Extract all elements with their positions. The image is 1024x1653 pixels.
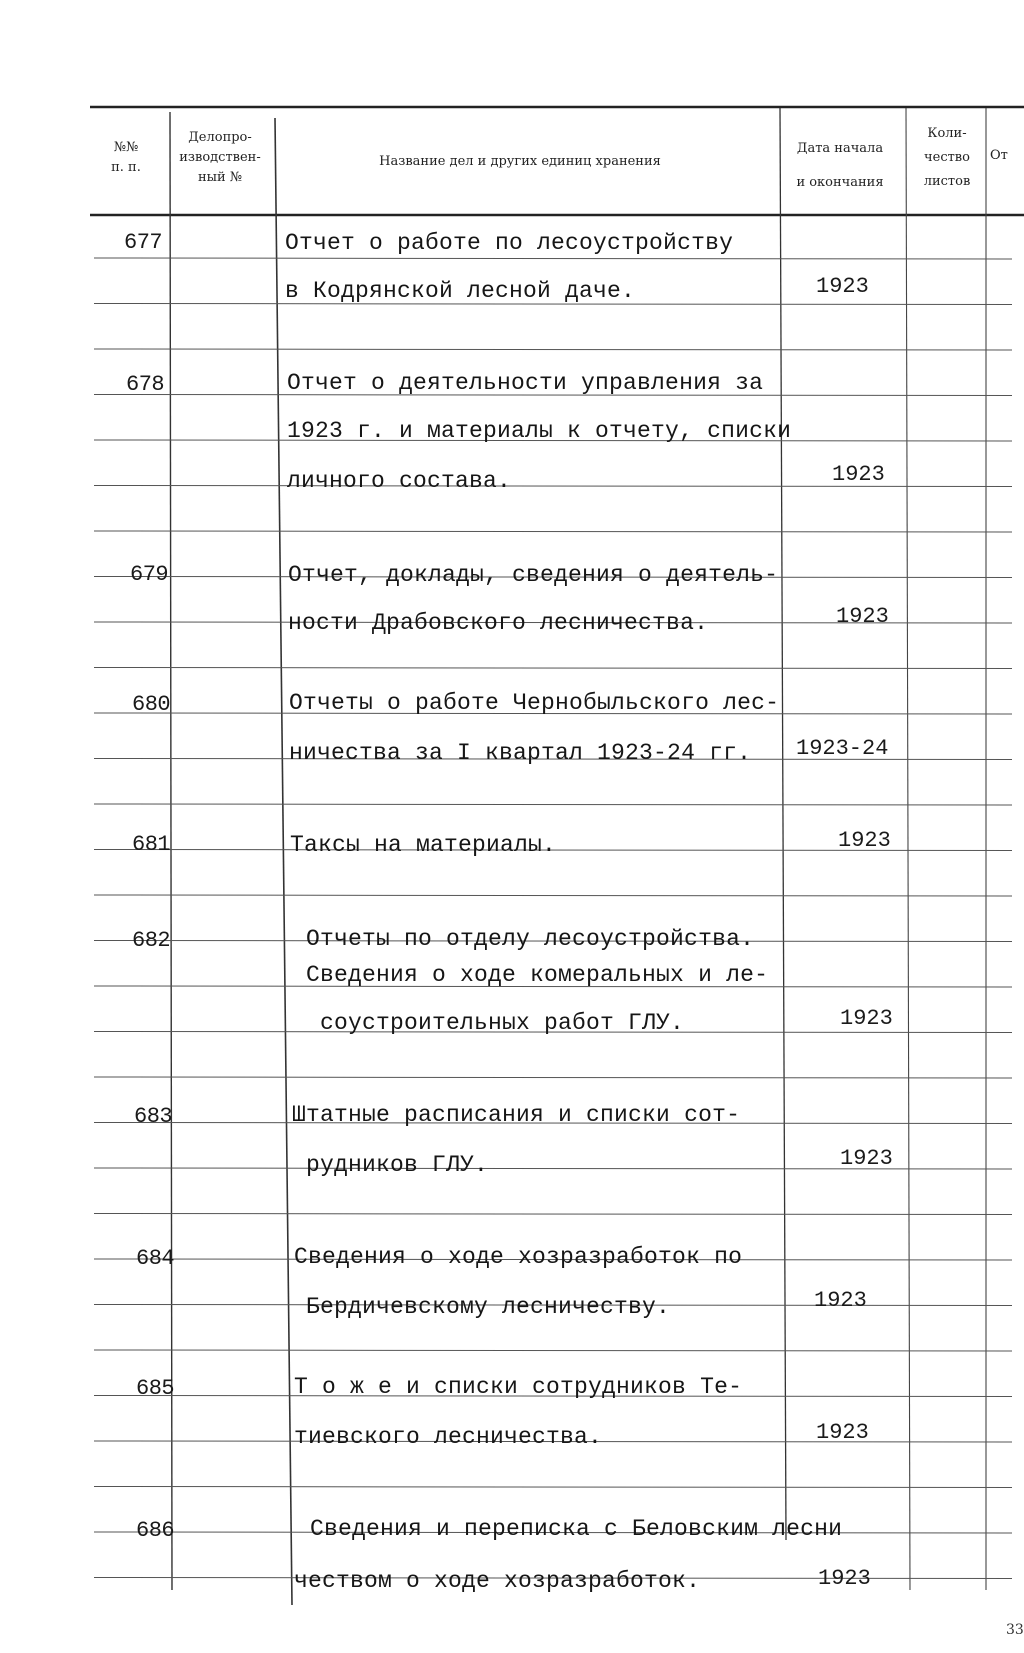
entry-number: 686 bbox=[136, 1518, 175, 1543]
entry-number: 684 bbox=[136, 1246, 175, 1271]
entry-date: 1923 bbox=[832, 462, 885, 487]
entry-title-line: Сведения и переписка с Беловским лесни bbox=[310, 1516, 843, 1542]
entry-date: 1923 bbox=[816, 274, 869, 299]
entry-number: 678 bbox=[126, 372, 165, 397]
column-border bbox=[170, 112, 172, 1590]
entry-date: 1923 bbox=[814, 1288, 867, 1313]
header-notes: От bbox=[990, 148, 1008, 163]
entry-date: 1923-24 bbox=[796, 736, 889, 761]
entry-title-line: рудников ГЛУ. bbox=[306, 1152, 489, 1178]
entry-title-line: чеством о ходе хозразработок. bbox=[294, 1568, 701, 1594]
entry-title-line: соустроительных работ ГЛУ. bbox=[320, 1010, 685, 1036]
entry-number: 677 bbox=[124, 230, 163, 255]
entry-number: 682 bbox=[132, 928, 171, 953]
entry-date: 1923 bbox=[816, 1420, 869, 1445]
entry-title-line: Отчет, доклады, сведения о деятель- bbox=[288, 562, 779, 588]
ruled-line bbox=[94, 531, 1012, 532]
ruled-line bbox=[94, 1350, 1012, 1351]
header-title: Название дел и других единиц хранения bbox=[379, 154, 661, 169]
entry-title-line: Бердичевскому лесничеству. bbox=[306, 1294, 671, 1320]
entry-title-line: Отчет о работе по лесоустройству bbox=[285, 230, 734, 256]
entry-number: 683 bbox=[134, 1104, 173, 1129]
entry-number: 680 bbox=[132, 692, 171, 717]
entry-title-line: Отчеты по отделу лесоустройства. bbox=[306, 926, 755, 952]
entry-date: 1923 bbox=[840, 1006, 893, 1031]
entry-number: 685 bbox=[136, 1376, 175, 1401]
entry-date: 1923 bbox=[836, 604, 889, 629]
page-number: 33 bbox=[1006, 1622, 1024, 1638]
entry-title-line: ности Драбовского лесничества. bbox=[288, 610, 709, 636]
entry-title-line: в Кодрянской лесной даче. bbox=[285, 278, 636, 304]
ruled-line bbox=[94, 1077, 1012, 1078]
column-border bbox=[275, 118, 292, 1605]
header-dates: Дата начала и окончания bbox=[796, 141, 884, 190]
entry-title-line: тиевского лесничества. bbox=[294, 1424, 603, 1450]
entry-title-line: Отчеты о работе Чернобыльского лес- bbox=[289, 690, 780, 716]
entry-title-line: 1923 г. и материалы к отчету, списки bbox=[287, 418, 792, 444]
entry-title-line: Сведения о ходе хозразработок по bbox=[294, 1244, 743, 1270]
header-number: №№ п. п. bbox=[111, 140, 141, 175]
entry-title-line: ничества за I квартал 1923-24 гг. bbox=[289, 740, 752, 766]
ruled-line bbox=[94, 349, 1012, 350]
entry-title-line: Штатные расписания и списки сот- bbox=[292, 1102, 741, 1128]
header-sheets: Коли- чество листов bbox=[923, 126, 971, 189]
entry-number: 679 bbox=[130, 562, 169, 587]
header-office-number: Делопро- изводствен- ный № bbox=[179, 130, 261, 185]
entry-title-line: Сведения о ходе комеральных и ле- bbox=[306, 962, 769, 988]
column-border bbox=[780, 108, 786, 1540]
entry-title-line: Отчет о деятельности управления за bbox=[287, 370, 764, 396]
entry-title-line: Т о ж е и списки сотрудников Те- bbox=[294, 1374, 743, 1400]
ruled-line bbox=[94, 1487, 1012, 1488]
entry-title-line: личного состава. bbox=[287, 468, 512, 494]
entry-number: 681 bbox=[132, 832, 171, 857]
entry-date: 1923 bbox=[838, 828, 891, 853]
ruled-line bbox=[94, 258, 1012, 259]
entry-title-line: Таксы на материалы. bbox=[290, 832, 557, 858]
column-border bbox=[906, 108, 910, 1590]
ruled-line bbox=[94, 895, 1012, 896]
entry-date: 1923 bbox=[818, 1566, 871, 1591]
entry-date: 1923 bbox=[840, 1146, 893, 1171]
ruled-line bbox=[94, 1214, 1012, 1215]
ruled-line bbox=[94, 804, 1012, 805]
ruled-line bbox=[94, 668, 1012, 669]
